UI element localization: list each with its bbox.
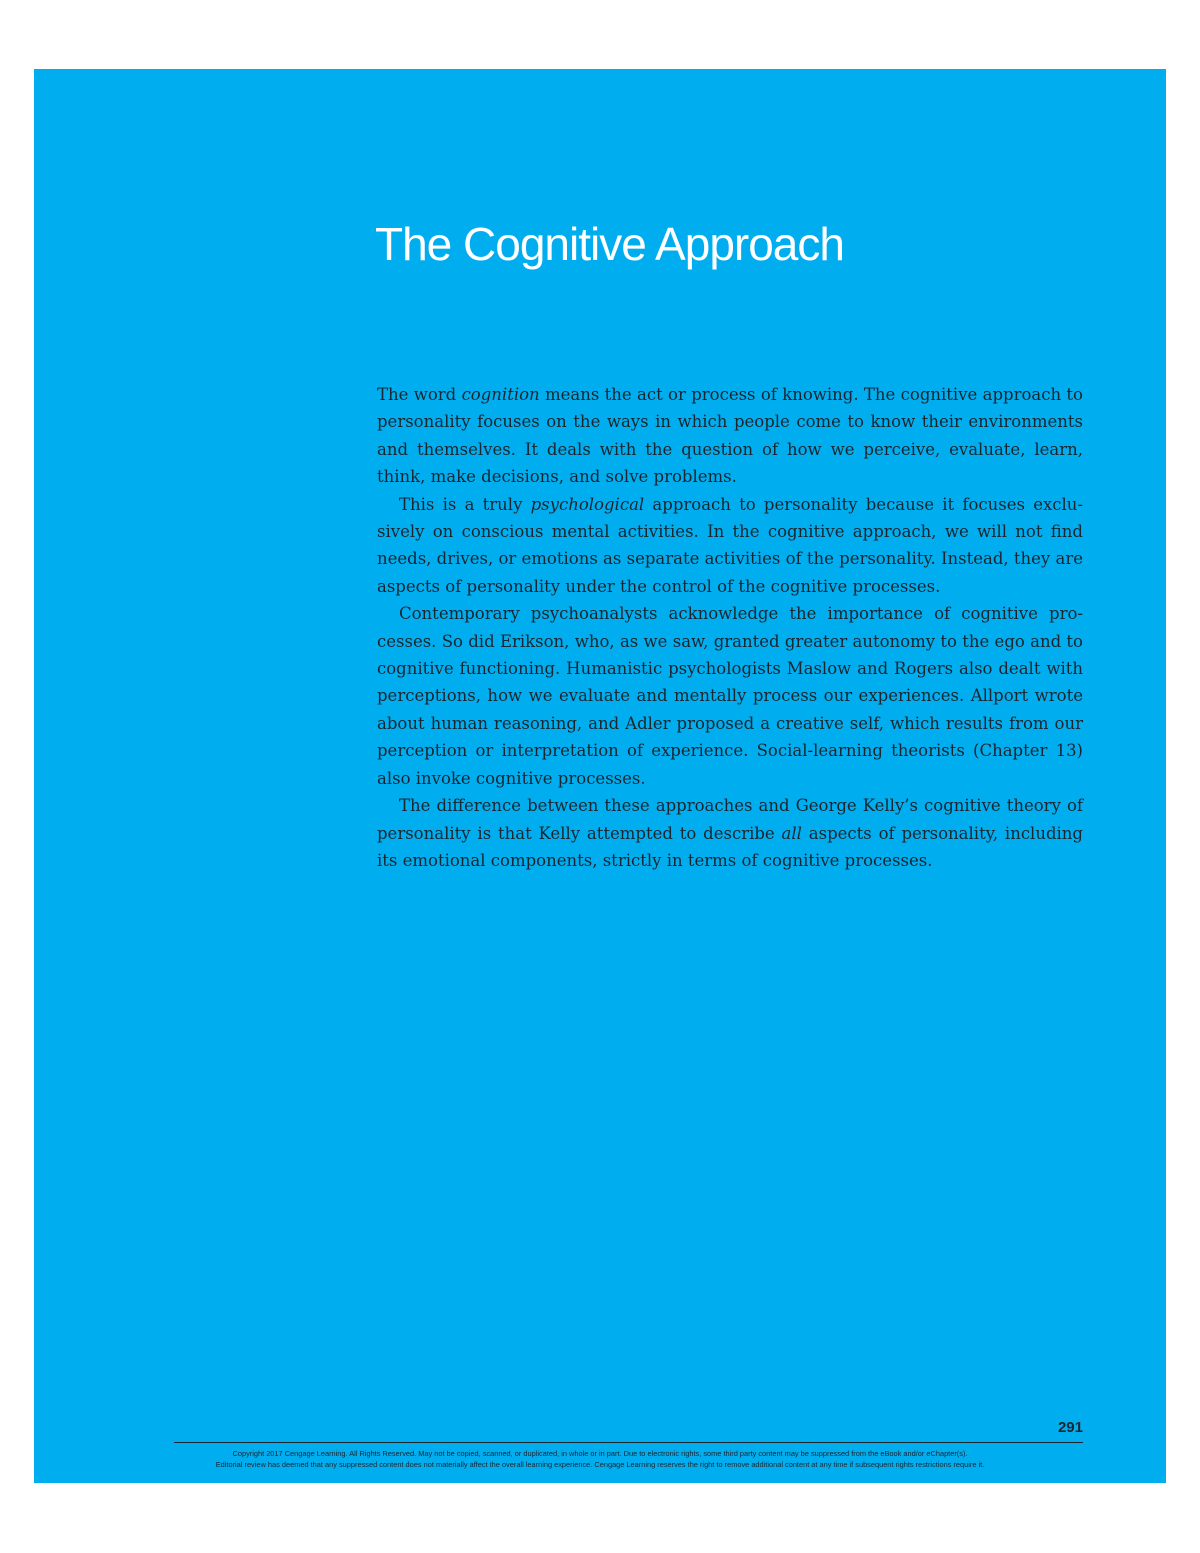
page-number: 291 bbox=[1057, 1419, 1083, 1436]
chapter-title: The Cognitive Approach bbox=[375, 218, 844, 270]
italic-text: all bbox=[781, 823, 802, 843]
text-run: means the act or process of knowing. The cognitive approach to personality focuses on the ways in which people come to know their environments and themselves. It deals with the question of how we perceive, evaluate, learn, think, make decisions, and solve problems. bbox=[377, 385, 1083, 487]
paragraph bbox=[377, 600, 1083, 792]
text-run: aspects of personality, including its emotional components, strictly in terms of cognitive processes. bbox=[377, 823, 1083, 870]
copyright-notice bbox=[104, 1448, 1096, 1470]
italic-text: cognition bbox=[461, 385, 540, 404]
page bbox=[34, 69, 1166, 1483]
paragraph bbox=[377, 792, 1083, 874]
text-run: The difference between these approaches and George Kelly’s cognitive theory of personality is that Kelly attempted to describe bbox=[377, 796, 1083, 843]
copyright-line: Editorial review has deemed that any suppressed content does not materially affect the overall learning experience. Cengage Learning reserves the right to remove additional content at any time if subsequent rights restrictions require it. bbox=[215, 1460, 985, 1469]
body-text bbox=[377, 381, 1083, 874]
text-run: Contemporary psychoanalysts acknowledge the importance of cognitive processes. So did Erikson, who, as we saw, granted greater autonomy to the ego and to cognitive functioning. Humanistic psychologists Maslow and Rogers also dealt with perceptions, how we evaluate and mentally process our experiences. Allport wrote about human reasoning, and Adler proposed a creative self, which results from our perception or interpretation of experience. Social-learning theorists (Chapter 13) also invoke cognitive processes. bbox=[377, 604, 1083, 788]
paragraph bbox=[377, 381, 1083, 491]
copyright-line: Copyright 2017 Cengage Learning. All Rights Reserved. May not be copied, scanned, or duplicated, in whole or in part. Due to electronic rights, some third party content may be suppressed from the eBook and/or eChapter(s). bbox=[232, 1449, 968, 1458]
footer-rule bbox=[174, 1442, 1083, 1443]
paragraph bbox=[377, 491, 1083, 601]
italic-text: psychological bbox=[530, 494, 645, 514]
text-run: This is a truly bbox=[399, 494, 531, 514]
text-run: The word bbox=[377, 385, 462, 404]
text-run: approach to personality because it focuses exclusively on conscious mental activities. In the cognitive approach, we will not find needs, drives, or emotions as separate activities of the personality. Instead, they are aspects of personality under the control of the cognitive processes. bbox=[377, 494, 1083, 596]
